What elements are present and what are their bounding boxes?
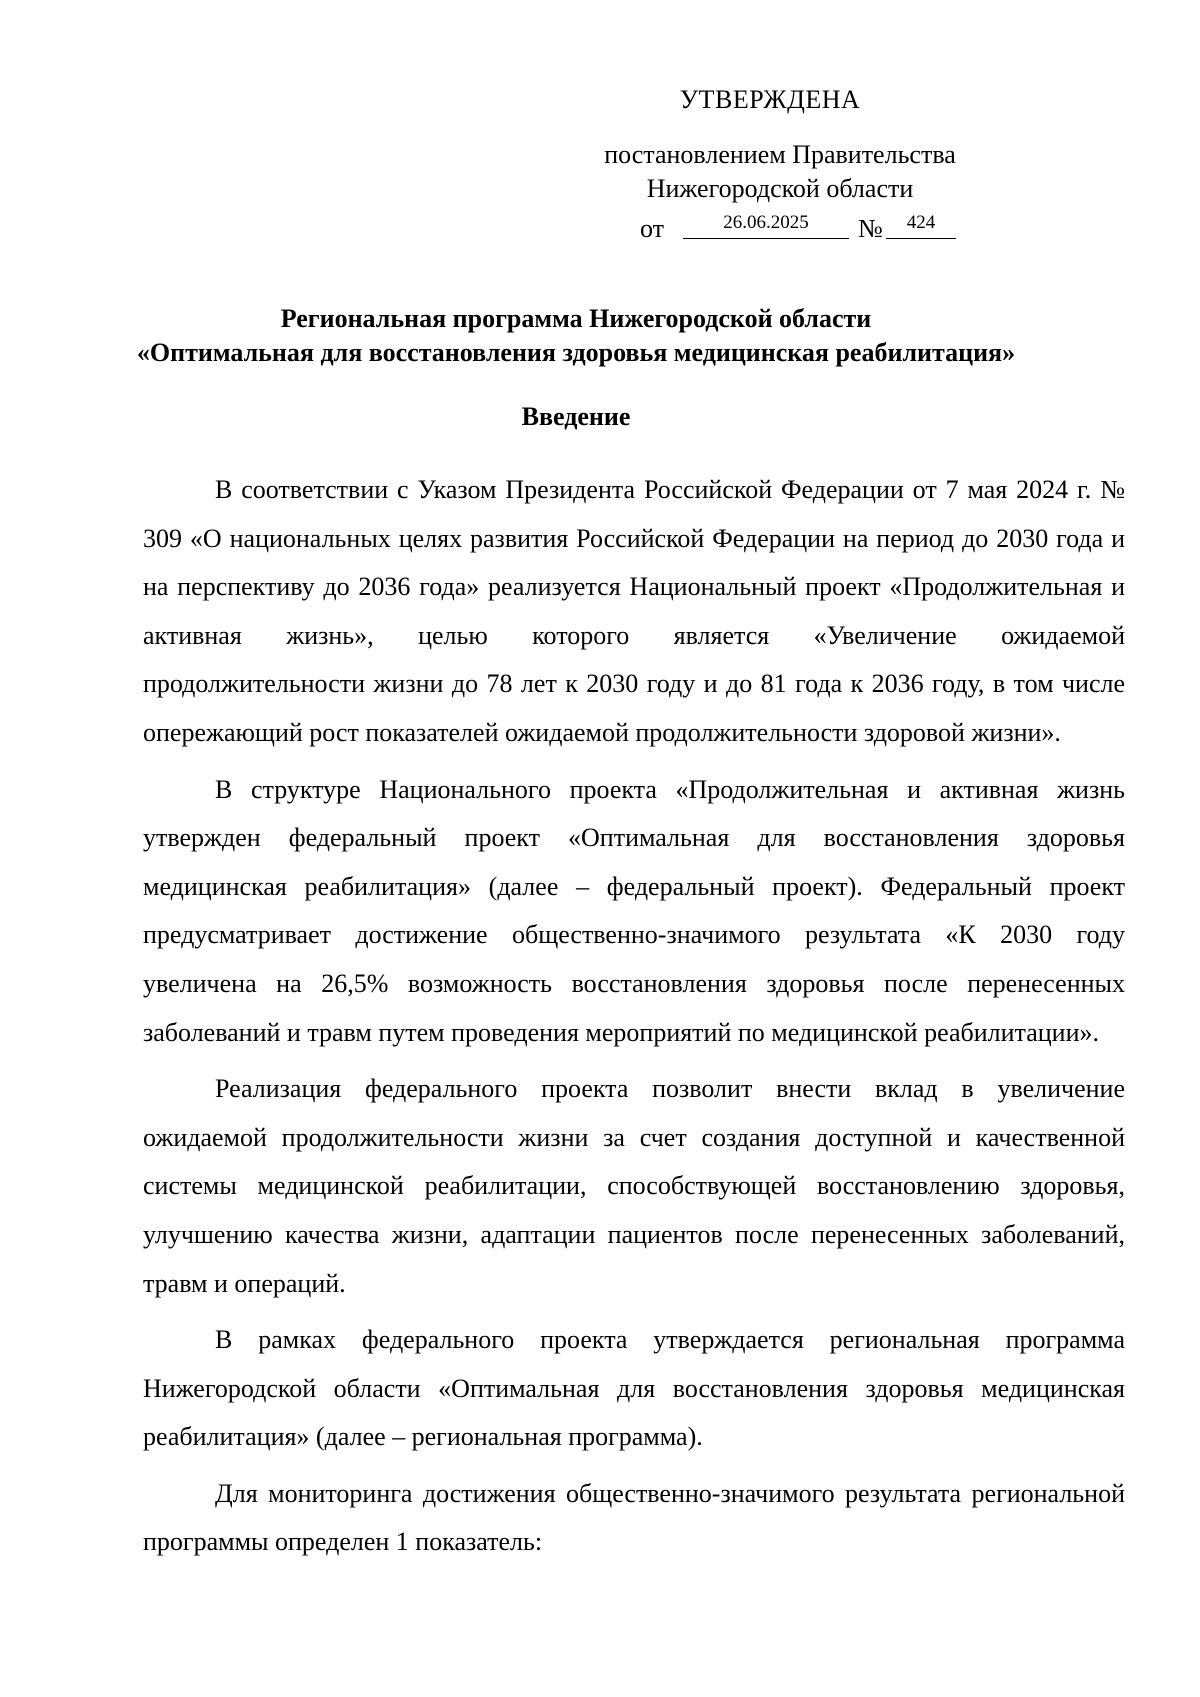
document-title-line-1: Региональная программа Нижегородской области	[280, 304, 872, 333]
approval-registration	[560, 208, 1000, 250]
approval-number-label: №	[858, 214, 883, 243]
approval-line-government: Нижегородской области	[646, 174, 914, 203]
paragraph: В рамках федерального проекта утверждается региональная программа Нижегородской области «Оптимальная для восстановления здоровья медицинская реабилитация» (далее – региональная программа).	[143, 1325, 1125, 1452]
approval-heading: УТВЕРЖДЕНА	[679, 85, 861, 114]
approval-date: 26.06.2025	[683, 208, 849, 239]
document-title	[120, 302, 1032, 370]
section-heading: Введение	[521, 402, 631, 431]
paragraph: В структуре Национального проекта «Продолжительная и активная жизнь утвержден федеральный проект «Оптимальная для восстановления здоровья медицинская реабилитация» (далее – федеральный проект). Федеральный проект предусматривает достижение общественно-значимого результата «К 2030 году увеличена на 26,5% возможность восстановления здоровья после перенесенных заболеваний и травм путем проведения мероприятий по медицинской реабилитации».	[143, 774, 1125, 1047]
approval-line-resolution: постановлением Правительства	[604, 140, 956, 169]
document-body	[143, 466, 1125, 1575]
paragraph: Для мониторинга достижения общественно-значимого результата региональной программы определен 1 показатель:	[143, 1478, 1125, 1557]
document-title-line-2: «Оптимальная для восстановления здоровья медицинская реабилитация»	[136, 338, 1016, 367]
paragraph: Реализация федерального проекта позволит внести вклад в увеличение ожидаемой продолжительности жизни за счет создания доступной и качественной системы медицинской реабилитации, способствующей восстановлению здоровья, улучшению качества жизни, адаптации пациентов после перенесенных заболеваний, травм и операций.	[143, 1074, 1125, 1298]
approval-block	[560, 82, 1000, 250]
approval-number: 424	[886, 208, 956, 239]
paragraph: В соответствии с Указом Президента Российской Федерации от 7 мая 2024 г. № 309 «О национальных целях развития Российской Федерации на период до 2030 года и на перспективу до 2036 года» реализуется Национальный проект «Продолжительная и активная жизнь», целью которого является «Увеличение ожидаемой продолжительности жизни до 78 лет к 2030 году и до 81 года к 2036 году, в том числе опережающий рост показателей ожидаемой продолжительности здоровой жизни».	[143, 475, 1125, 747]
approval-from-label: от	[640, 214, 665, 243]
